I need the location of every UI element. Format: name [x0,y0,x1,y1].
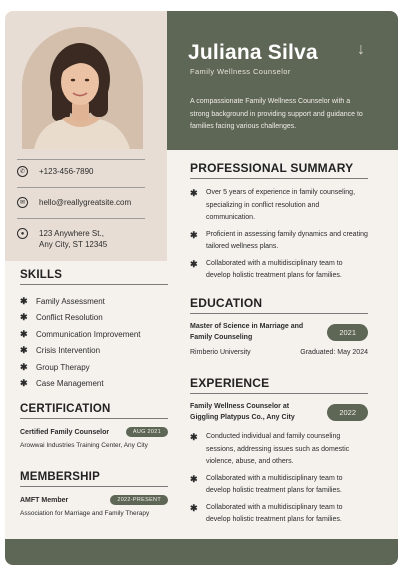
education-degree: Master of Science in Marriage and Family Counseling [190,323,304,341]
list-item [20,310,168,327]
contact-address [17,228,145,250]
summary-list [190,187,368,283]
person-name: Juliana Silva [188,41,318,64]
left-profile-panel [5,11,167,261]
education-title: EDUCATION [190,296,263,310]
intro-text: A compassionate Family Wellness Counselor with a strong background in providing support and guidance to families facing various challenges. [190,98,363,130]
header-band [167,11,398,150]
certification-name: Certified Family Counselor [20,428,110,436]
section-divider [190,393,368,394]
location-pin-icon: ● [17,228,28,239]
asterisk-icon: ✱ [190,229,198,240]
section-divider [190,313,368,314]
experience-list [190,431,368,527]
skill-label: Crisis Intervention [36,346,101,356]
list-item [190,431,368,469]
certification-title: CERTIFICATION [20,403,111,415]
summary-title: PROFESSIONAL SUMMARY [190,161,354,175]
skill-label: Communication Improvement [36,329,141,339]
skill-label: Group Therapy [36,362,90,372]
experience-text: Conducted individual and family counseling sessions, addressing issues such as domestic violence, abuse, and others. [206,433,350,465]
phone-icon: ✆ [17,166,28,177]
contact-divider [17,159,145,160]
asterisk-icon: ✱ [20,312,28,323]
skill-label: Family Assessment [36,296,105,306]
summary-text: Over 5 years of experience in family counseling, specializing in conflict resolution and communication. [206,189,356,221]
address-line-1: 123 Anywhere St., [39,229,104,238]
footer-band [5,539,398,565]
education-entry [190,322,368,343]
certification-entry [20,427,168,437]
membership-name: AMFT Member [20,496,69,504]
list-item [20,376,168,393]
contact-divider [17,187,145,188]
list-item [190,229,368,254]
education-details [190,349,368,356]
experience-position: Family Wellness Counselor at Giggling Platypus Co., Any City [190,403,295,421]
education-graduated: Graduated: May 2024 [300,349,368,356]
membership-period-badge: 2022-PRESENT [110,495,168,505]
skill-label: Conflict Resolution [36,313,103,323]
asterisk-icon: ✱ [20,361,28,372]
section-divider [20,486,168,487]
membership-section [20,471,168,517]
skills-section [20,269,168,392]
list-item [20,326,168,343]
asterisk-icon: ✱ [20,328,28,339]
address-text [39,228,107,250]
experience-section [190,376,368,531]
certification-section [20,403,168,449]
asterisk-icon: ✱ [20,345,28,356]
profile-photo [22,27,143,149]
asterisk-icon: ✱ [190,258,198,269]
summary-section [190,161,368,287]
experience-text: Collaborated with a multidisciplinary team to develop holistic treatment plans for families. [206,503,343,523]
experience-text: Collaborated with a multidisciplinary team to develop holistic treatment plans for families. [206,474,343,494]
section-divider [190,178,368,179]
contact-divider [17,218,145,219]
certification-date-badge: AUG 2021 [126,427,168,437]
asterisk-icon: ✱ [190,473,198,484]
list-item [20,343,168,360]
list-item [190,473,368,498]
experience-title: EXPERIENCE [190,376,270,390]
membership-entry [20,495,168,505]
email-text: hello@reallygreatsite.com [39,198,132,207]
asterisk-icon: ✱ [20,295,28,306]
address-line-2: Any City, ST 12345 [39,240,108,249]
skills-list [20,293,168,392]
experience-year-badge: 2022 [327,404,368,421]
section-divider [20,284,168,285]
contact-phone [17,166,145,177]
phone-text: +123-456-7890 [39,167,94,176]
list-item [20,293,168,310]
mail-icon: ✉ [17,197,28,208]
skills-title: SKILLS [20,269,63,281]
asterisk-icon: ✱ [20,378,28,389]
asterisk-icon: ✱ [190,502,198,513]
education-section [190,296,368,356]
list-item [20,359,168,376]
list-item [190,187,368,225]
person-role: Family Wellness Counselor [190,67,291,76]
summary-text: Collaborated with a multidisciplinary team to develop holistic treatment plans for families. [206,259,343,279]
education-year-badge: 2021 [327,324,368,341]
asterisk-icon: ✱ [190,432,198,442]
summary-text: Proficient in assessing family dynamics and creating tailored wellness plans. [206,230,368,250]
arrow-down-icon: ↓ [357,41,365,58]
list-item [190,502,368,527]
education-school: Rimberio University [190,349,251,356]
membership-title: MEMBERSHIP [20,471,100,483]
contact-email [17,197,145,208]
list-item [190,258,368,283]
section-divider [20,418,168,419]
skill-label: Case Management [36,379,104,389]
experience-entry [190,402,368,423]
resume-page [5,11,398,565]
asterisk-icon: ✱ [190,188,198,198]
membership-org: Association for Marriage and Family Therapy [20,510,150,517]
certification-issuer: Arowwai Industries Training Center, Any City [20,442,148,449]
